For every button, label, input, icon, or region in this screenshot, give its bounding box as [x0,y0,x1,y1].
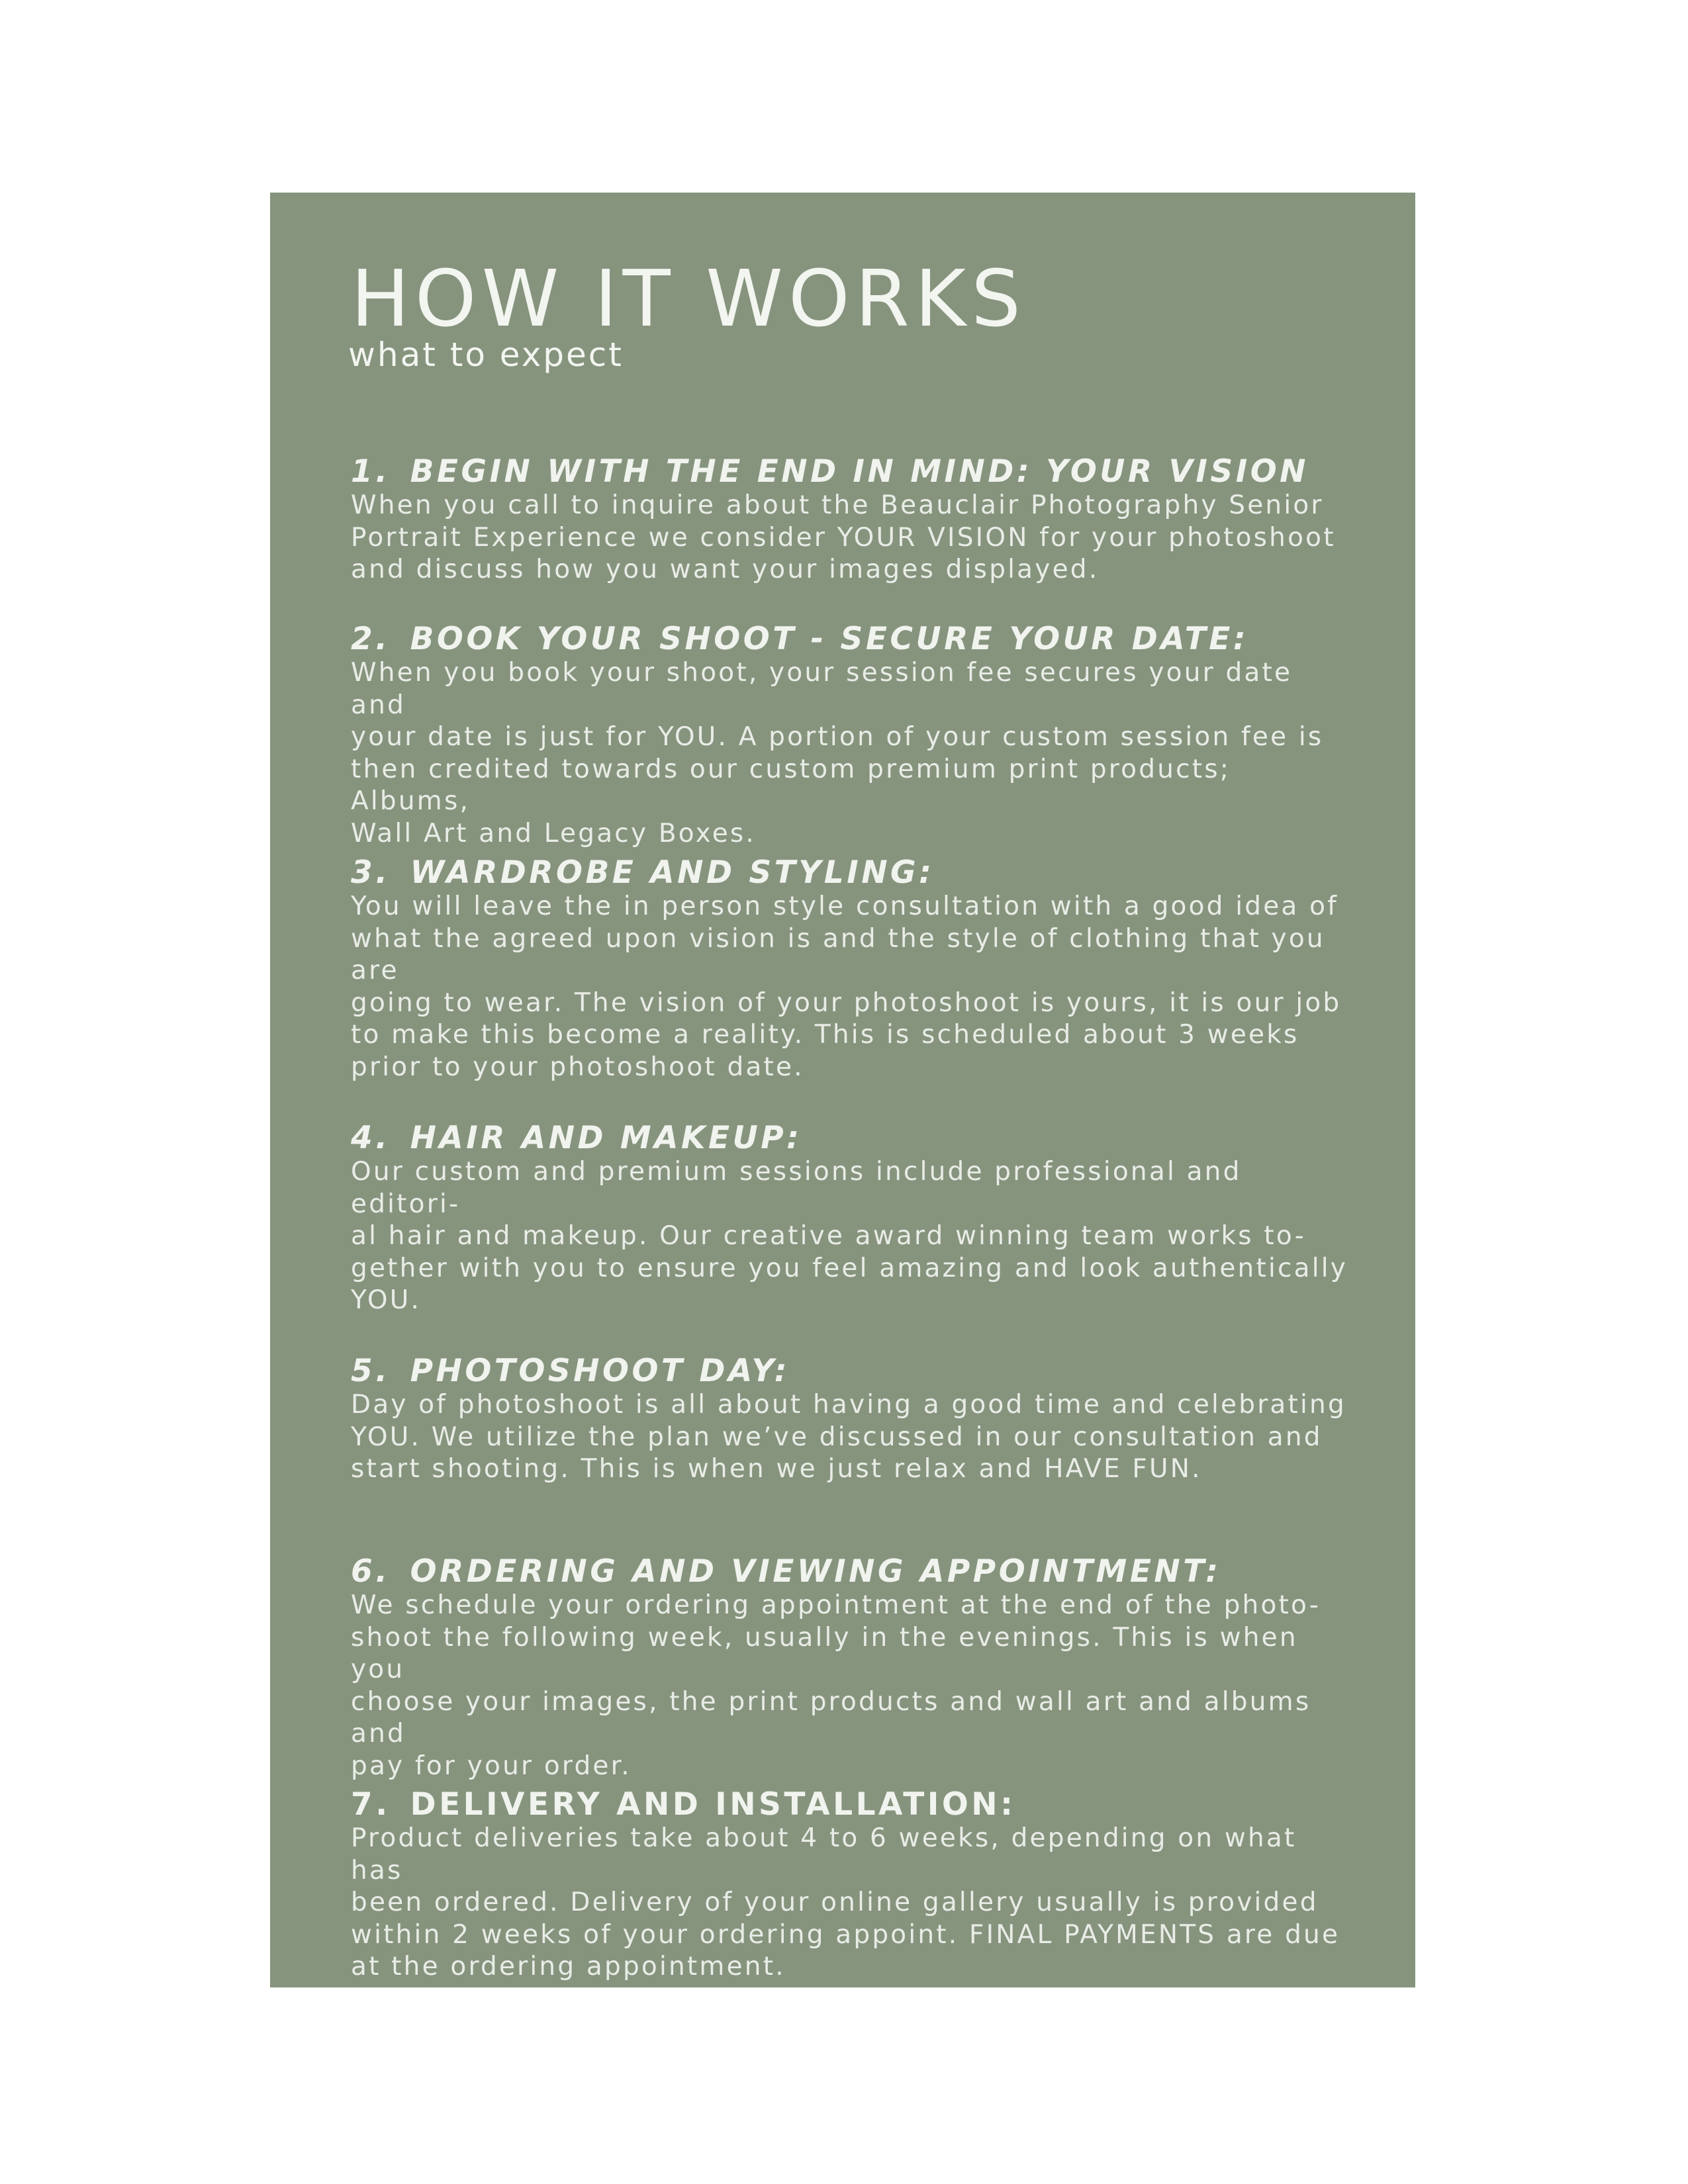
step-4 [351,1120,1357,1317]
step-body: Our custom and premium sessions include professional and editori- al hair and makeup. Our creative award winning team works to- gether with you to ensure you feel amazing and look authentically YOU. [351,1157,1348,1315]
step-heading [351,1353,1357,1389]
step-body: Product deliveries take about 4 to 6 weeks, depending on what has been ordered. Delivery of your online gallery usually is provided within 2 weeks of your ordering appoint. FINAL PAYMENTS are due at the ordering appointment. [351,1823,1340,1981]
step-1 [351,454,1357,586]
step-3 [351,855,1357,1083]
step-title: BOOK YOUR SHOOT - SECURE YOUR DATE: [410,621,1249,657]
step-2 [351,621,1357,850]
step-heading [351,1554,1357,1590]
step-number: 3. [351,854,391,891]
step-7 [351,1787,1357,1983]
page-subtitle: what to expect [348,336,624,374]
step-body: Day of photoshoot is all about having a good time and celebrating YOU. We utilize the plan we’ve discussed in our consultation and start shooting. This is when we just relax and HAVE FUN. [351,1390,1346,1484]
step-number: 7. [351,1786,391,1823]
step-number: 2. [351,621,391,657]
step-heading [351,454,1357,490]
step-title: PHOTOSHOOT DAY: [410,1353,790,1389]
step-5 [351,1353,1357,1486]
step-heading [351,1787,1357,1823]
step-title: ORDERING AND VIEWING APPOINTMENT: [410,1553,1221,1590]
step-number: 6. [351,1553,391,1590]
step-number: 4. [351,1120,391,1156]
step-title: BEGIN WITH THE END IN MIND: YOUR VISION [410,453,1309,490]
step-6 [351,1554,1357,1782]
step-body: When you call to inquire about the Beauclair Photography Senior Portrait Experience we consider YOUR VISION for your photoshoot and discuss how you want your images displayed. [351,490,1336,584]
step-heading [351,855,1357,891]
step-title: WARDROBE AND STYLING: [410,854,935,891]
step-title: DELIVERY AND INSTALLATION: [410,1786,1016,1823]
step-title: HAIR AND MAKEUP: [410,1120,802,1156]
page-title: HOW IT WORKS [351,253,1027,344]
step-number: 5. [351,1353,391,1389]
step-body: You will leave the in person style consultation with a good idea of what the agreed upon vision is and the style of clothing that you are going to wear. The vision of your photoshoot is yours, it is our job to make this become a reality. This is scheduled about 3 weeks prior to your photoshoot date. [351,891,1342,1082]
step-heading [351,621,1357,657]
step-heading [351,1120,1357,1156]
step-body: When you book your shoot, your session fee secures your date and your date is just for YOU. A portion of your custom session fee is then credited towards our custom premium print products; Albums, Wall Art and Legacy Boxes. [351,658,1324,848]
step-body: We schedule your ordering appointment at the end of the photo- shoot the following week, usually in the evenings. This is when you choose your images, the print products and wall art and albums and pay for your order. [351,1590,1321,1781]
panel-content [348,253,1357,1981]
step-number: 1. [351,453,391,490]
how-it-works-panel [270,193,1415,1987]
